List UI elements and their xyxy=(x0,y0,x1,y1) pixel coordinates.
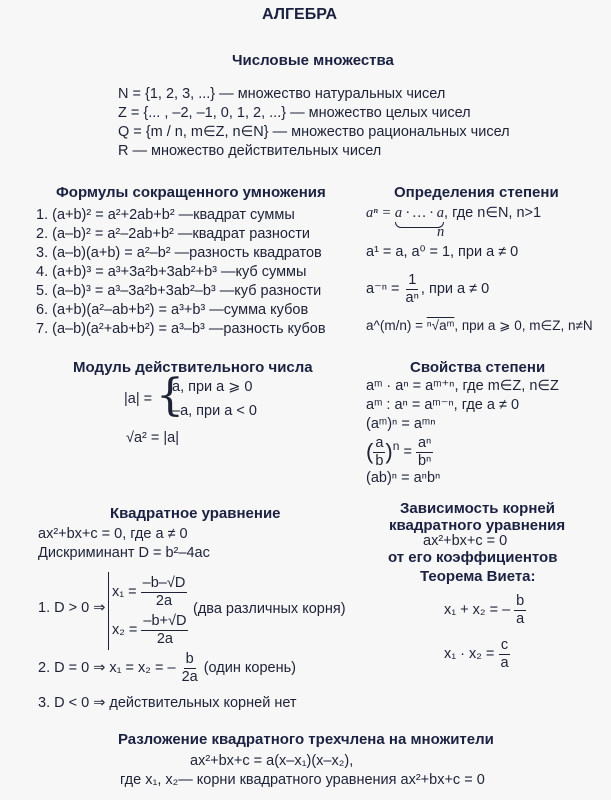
power-props-line3: (aᵐ)ⁿ = aᵐⁿ xyxy=(366,416,436,432)
vieta-heading-1: Зависимость корней xyxy=(400,500,555,517)
power-def-root: ⁿ√aᵐ xyxy=(426,318,455,333)
vieta-product-fraction: $\frac{c}{a}$ xyxy=(500,637,509,671)
quadratic-case1-lhs: 1. D > 0 ⇒ xyxy=(38,600,106,616)
sets-line-integer: Z = {... , –2, –1, 0, 1, 2, ...} — множество целых чисел xyxy=(118,105,471,121)
power-def-neg-condition: , при a ≠ 0 xyxy=(420,280,490,297)
formulas-heading: Формулы сокращенного умножения xyxy=(56,184,326,201)
quadratic-equation: ax²+bx+c = 0, где a ≠ 0 xyxy=(38,526,188,542)
power-def-neg-fraction: $\frac{1}{\text{aⁿ}}$ xyxy=(405,272,419,306)
power-def-line3 xyxy=(366,273,489,305)
power-def-rational-lhs: a^(m/n) = xyxy=(366,318,427,333)
case2-fraction: $\frac{b}{2a}$ xyxy=(181,651,198,685)
formula-item: 4. (a+b)³ = a³+3a²b+3ab²+b³ —куб суммы xyxy=(36,264,307,280)
formula-item: 6. (a+b)(a²–ab+b²) = a³+b³ —сумма кубов xyxy=(36,302,309,318)
quadratic-case1-note: (два различных корня) xyxy=(193,601,346,617)
formula-item: 2. (a–b)² = a²–2ab+b² —квадрат разности xyxy=(36,226,310,242)
formula-item: 3. (a–b)(a+b) = a²–b² —разность квадратов xyxy=(36,245,322,261)
quadratic-case3: 3. D < 0 ⇒ действительных корней нет xyxy=(38,695,297,711)
left-brace-icon: { xyxy=(156,370,184,421)
formula-item: 1. (a+b)² = a²+2ab+b² —квадрат суммы xyxy=(36,207,295,223)
sets-line-natural: N = {1, 2, 3, ...} — множество натуральных чисел xyxy=(118,86,446,102)
power-props-line1: aᵐ · aⁿ = aᵐ⁺ⁿ, где m∈Z, n∈Z xyxy=(366,378,559,394)
vieta-heading-4: от его коэффициентов xyxy=(388,549,558,566)
vieta-heading-2: квадратного уравнения xyxy=(389,517,566,534)
power-props-heading: Свойства степени xyxy=(410,359,546,376)
formula-item: 7. (a–b)(a²+ab+b²) = a³–b³ —разность кубов xyxy=(36,321,326,337)
abs-heading: Модуль действительного числа xyxy=(73,359,313,376)
power-def-underbrace-n: n xyxy=(437,224,445,240)
vieta-heading-5: Теорема Виета: xyxy=(420,568,536,585)
sets-heading: Числовые множества xyxy=(232,52,394,69)
quadratic-case2: 2. D = 0 ⇒ x₁ = x₂ = – $\frac{b}{2a}$ (один корень) xyxy=(38,651,296,685)
abs-sqrt-identity: √a² = |a| xyxy=(126,430,179,446)
quadratic-root2: x₂ = $\frac{-b+√D}{2a}$ xyxy=(112,613,187,647)
page-title: АЛГЕБРА xyxy=(262,6,338,23)
power-def-line4 xyxy=(366,318,593,334)
power-props-line2: aᵐ : aⁿ = aᵐ⁻ⁿ, где a ≠ 0 xyxy=(366,397,520,413)
root2-fraction: $\frac{-b+√D}{2a}$ xyxy=(143,613,187,647)
power-props-line5: (ab)ⁿ = aⁿbⁿ xyxy=(366,470,441,486)
abs-case-positive: a, при a ⩾ 0 xyxy=(172,379,253,395)
abs-lhs: |a| = xyxy=(124,391,153,407)
factor-line1: ax²+bx+c = a(x–x₁)(x–x₂), xyxy=(190,753,354,769)
quadratic-discriminant: Дискриминант D = b²–4ac xyxy=(38,545,210,561)
vieta-product: x₁ · x₂ = $\frac{c}{a}$ xyxy=(444,637,509,671)
sets-line-real: R — множество действительных чисел xyxy=(118,143,382,159)
abs-case-negative: –a, при a < 0 xyxy=(172,403,257,419)
case-bracket-icon xyxy=(108,572,109,650)
power-def-product: a · … · a xyxy=(394,205,445,221)
power-props-exponent: n xyxy=(392,439,400,453)
power-def-lhs: aⁿ = xyxy=(366,205,395,221)
power-props-line4: ( $\frac{a}{b}$ )$^n$ = $\frac{\text{aⁿ}}{\text{bⁿ}}$ xyxy=(366,435,432,469)
power-props-base-fraction: $\frac{a}{b}$ xyxy=(375,435,384,469)
vieta-sum-fraction: $\frac{b}{a}$ xyxy=(516,593,525,627)
factor-line2: где x₁, x₂— корни квадратного уравнения ax²+bx+c = 0 xyxy=(120,772,485,788)
vieta-sum: x₁ + x₂ = – $\frac{b}{a}$ xyxy=(444,593,525,627)
factor-heading: Разложение квадратного трехчлена на множители xyxy=(118,731,494,748)
quadratic-heading: Квадратное уравнение xyxy=(110,505,281,522)
power-def-heading: Определения степени xyxy=(394,184,559,201)
sets-line-rational: Q = {m / n, m∈Z, n∈N} — множество рациональных чисел xyxy=(118,124,510,140)
power-def-condition: , где n∈N, n>1 xyxy=(444,205,542,221)
power-def-rational-condition: , при a ⩾ 0, m∈Z, n≠N xyxy=(454,318,593,333)
power-def-neg-lhs: a⁻ⁿ = xyxy=(366,280,404,297)
power-def-line1 xyxy=(366,205,541,222)
root1-fraction: $\frac{-b-√D}{2a}$ xyxy=(142,575,186,609)
quadratic-root1: x₁ = $\frac{-b-√D}{2a}$ xyxy=(112,575,186,609)
power-props-result-fraction: $\frac{\text{aⁿ}}{\text{bⁿ}}$ xyxy=(417,435,432,469)
power-def-line2: a¹ = a, a⁰ = 1, при a ≠ 0 xyxy=(366,244,519,260)
vieta-heading-3: ax²+bx+c = 0 xyxy=(423,533,508,549)
formula-item: 5. (a–b)³ = a³–3a²b+3ab²–b³ —куб разности xyxy=(36,283,322,299)
